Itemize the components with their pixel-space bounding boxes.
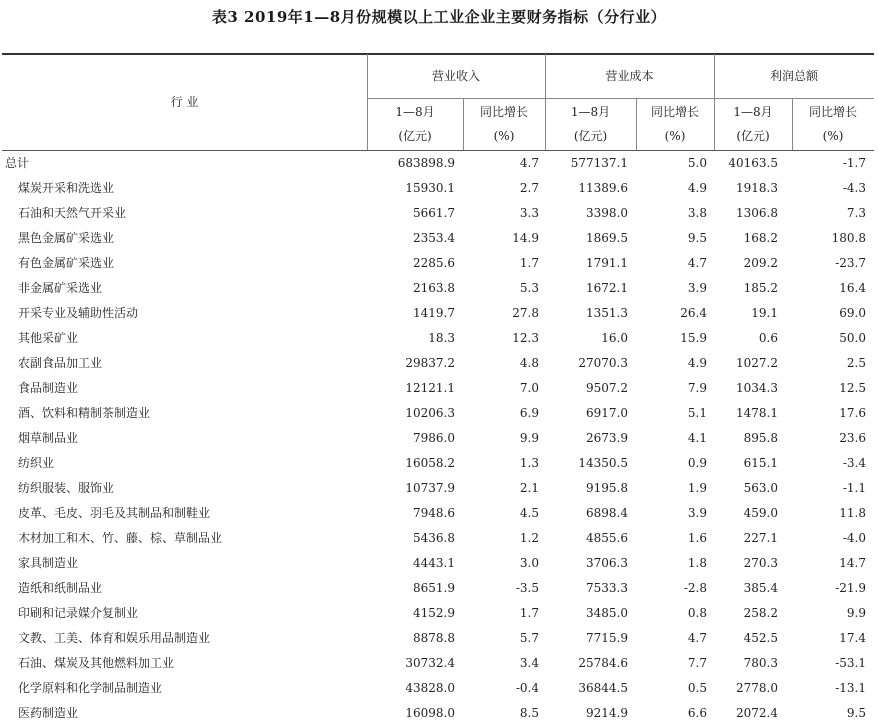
- cell-rev: 4152.9: [413, 606, 455, 620]
- cell-profit-g: 17.6: [839, 406, 866, 420]
- cell-cost-g: 5.1: [687, 406, 707, 420]
- cell-rev: 4443.1: [413, 556, 455, 570]
- table-row: [0, 226, 878, 251]
- table-row: [0, 376, 878, 401]
- cell-profit: 563.0: [743, 481, 778, 495]
- profit-growth-unit: (%): [822, 129, 844, 143]
- cell-rev-g: 9.9: [519, 431, 539, 445]
- table-row: [0, 601, 878, 626]
- table-row: [0, 476, 878, 501]
- cell-cost-g: 0.9: [687, 456, 707, 470]
- cell-cost: 1672.1: [586, 281, 628, 295]
- cell-rev: 29837.2: [405, 356, 455, 370]
- profit-unit: (亿元): [736, 129, 770, 143]
- cost-unit: (亿元): [573, 129, 608, 143]
- cell-rev-g: 3.3: [519, 206, 539, 220]
- industry-name: 煤炭开采和洗选业: [18, 181, 115, 195]
- table-row: [0, 626, 878, 651]
- cell-cost: 14350.5: [578, 456, 628, 470]
- cell-rev-g: 3.0: [519, 556, 539, 570]
- cell-cost: 27070.3: [578, 356, 628, 370]
- industry-name: 总计: [5, 156, 30, 170]
- cell-profit: 40163.5: [728, 156, 778, 170]
- cell-profit-g: 12.5: [839, 381, 866, 395]
- cell-rev: 18.3: [428, 331, 455, 345]
- cell-cost: 7533.3: [586, 581, 628, 595]
- cell-rev-g: 6.9: [519, 406, 539, 420]
- industry-header: 行 业: [170, 95, 199, 109]
- table-row: [0, 201, 878, 226]
- cell-cost-g: 3.9: [687, 506, 707, 520]
- cell-profit-g: 17.4: [839, 631, 866, 645]
- cell-rev: 2163.8: [413, 281, 455, 295]
- cell-profit-g: -4.3: [842, 181, 866, 195]
- cell-rev-g: 1.3: [519, 456, 539, 470]
- industry-name: 造纸和纸制品业: [18, 581, 103, 595]
- cell-cost-g: 4.1: [687, 431, 707, 445]
- table-row: [0, 351, 878, 376]
- cell-rev: 5661.7: [413, 206, 455, 220]
- cell-rev: 43828.0: [405, 681, 455, 695]
- industry-name: 医药制造业: [18, 706, 79, 720]
- cell-rev: 7986.0: [413, 431, 455, 445]
- cell-rev: 5436.8: [413, 531, 455, 545]
- revenue-growth-unit: (%): [493, 129, 515, 143]
- cell-cost-g: 0.8: [687, 606, 707, 620]
- industry-name: 石油、煤炭及其他燃料加工业: [18, 656, 175, 670]
- cell-rev-g: 14.9: [512, 231, 539, 245]
- cell-rev-g: 1.2: [519, 531, 539, 545]
- cell-profit: 258.2: [743, 606, 778, 620]
- cell-rev: 30732.4: [405, 656, 455, 670]
- cell-profit: 1034.3: [736, 381, 778, 395]
- cell-profit-g: 50.0: [839, 331, 866, 345]
- revenue-unit: (亿元): [398, 129, 432, 143]
- industry-name: 农副食品加工业: [18, 356, 103, 370]
- industry-name: 开采专业及辅助性活动: [18, 306, 139, 320]
- table-title: 表3 2019年1—8月份规模以上工业企业主要财务指标（分行业）: [211, 8, 667, 26]
- cell-rev-g: -0.4: [515, 681, 539, 695]
- cell-profit: 1918.3: [736, 181, 778, 195]
- cell-profit-g: 23.6: [839, 431, 866, 445]
- cell-cost: 9195.8: [586, 481, 628, 495]
- cell-cost-g: 15.9: [680, 331, 707, 345]
- cell-cost: 2673.9: [586, 431, 628, 445]
- table-row: [0, 276, 878, 301]
- industry-name: 食品制造业: [18, 381, 79, 395]
- industry-name: 皮革、毛皮、羽毛及其制品和制鞋业: [18, 506, 211, 520]
- cell-rev-g: 4.5: [519, 506, 539, 520]
- cell-profit: 270.3: [743, 556, 778, 570]
- cell-rev: 8651.9: [413, 581, 455, 595]
- cell-rev: 10206.3: [405, 406, 455, 420]
- table-row: [0, 301, 878, 326]
- table-row: [0, 526, 878, 551]
- header-midline: [367, 98, 874, 99]
- cost-growth: 同比增长: [650, 105, 699, 119]
- cell-rev-g: 27.8: [512, 306, 539, 320]
- cell-profit-g: 9.5: [846, 706, 866, 720]
- cell-profit-g: 9.9: [846, 606, 866, 620]
- cell-cost: 6898.4: [586, 506, 628, 520]
- cell-profit-g: -1.1: [842, 481, 866, 495]
- profit-header: 利润总额: [769, 69, 818, 83]
- cell-rev-g: 5.7: [519, 631, 539, 645]
- cell-profit-g: -3.4: [842, 456, 866, 470]
- cell-profit-g: -53.1: [835, 656, 866, 670]
- industry-name: 纺织服装、服饰业: [18, 481, 115, 495]
- table-row: [0, 151, 878, 176]
- cell-rev: 12121.1: [405, 381, 455, 395]
- industry-name: 家具制造业: [18, 556, 79, 570]
- cell-cost: 1351.3: [586, 306, 628, 320]
- table-row: [0, 401, 878, 426]
- cell-profit: 615.1: [743, 456, 778, 470]
- cell-profit: 459.0: [743, 506, 778, 520]
- cell-cost: 4855.6: [586, 531, 628, 545]
- cell-cost: 9214.9: [586, 706, 628, 720]
- cost-period: 1—8月: [570, 105, 611, 119]
- cell-rev-g: 7.0: [519, 381, 539, 395]
- cell-cost: 3485.0: [586, 606, 628, 620]
- cell-cost: 9507.2: [586, 381, 628, 395]
- table-row: [0, 551, 878, 576]
- cell-profit: 895.8: [743, 431, 778, 445]
- cell-cost-g: -2.8: [683, 581, 707, 595]
- cell-rev: 10737.9: [405, 481, 455, 495]
- cell-profit: 1027.2: [736, 356, 778, 370]
- cell-rev-g: 4.8: [519, 356, 539, 370]
- revenue-header: 营业收入: [431, 69, 480, 83]
- cell-cost-g: 26.4: [680, 306, 707, 320]
- cell-cost-g: 0.5: [687, 681, 707, 695]
- industry-name: 印刷和记录媒介复制业: [18, 606, 139, 620]
- cell-rev-g: 2.7: [519, 181, 539, 195]
- cell-cost-g: 1.8: [687, 556, 707, 570]
- cell-profit: 185.2: [743, 281, 778, 295]
- profit-growth: 同比增长: [808, 105, 857, 119]
- cell-profit: 209.2: [743, 256, 778, 270]
- cell-profit: 19.1: [751, 306, 778, 320]
- cell-cost: 6917.0: [586, 406, 628, 420]
- industry-name: 有色金属矿采选业: [18, 256, 115, 270]
- cell-rev: 15930.1: [405, 181, 455, 195]
- table-row: [0, 701, 878, 726]
- cell-rev-g: -3.5: [515, 581, 539, 595]
- cell-rev: 7948.6: [413, 506, 455, 520]
- industry-name: 黑色金属矿采选业: [18, 231, 115, 245]
- cell-cost: 36844.5: [578, 681, 628, 695]
- cell-profit: 780.3: [743, 656, 778, 670]
- cell-rev: 16058.2: [405, 456, 455, 470]
- cell-cost: 25784.6: [578, 656, 628, 670]
- cell-cost: 1869.5: [586, 231, 628, 245]
- table-row: [0, 251, 878, 276]
- revenue-growth: 同比增长: [479, 105, 528, 119]
- cell-profit-g: -23.7: [835, 256, 866, 270]
- cell-cost: 3398.0: [586, 206, 628, 220]
- industry-name: 烟草制品业: [18, 431, 79, 445]
- cell-profit-g: 69.0: [839, 306, 866, 320]
- cell-rev-g: 12.3: [512, 331, 539, 345]
- cell-profit-g: -1.7: [842, 156, 866, 170]
- cell-rev-g: 3.4: [519, 656, 539, 670]
- cell-cost-g: 7.7: [687, 656, 707, 670]
- table-row: [0, 176, 878, 201]
- cell-rev-g: 8.5: [519, 706, 539, 720]
- cell-profit-g: 2.5: [846, 356, 866, 370]
- cell-cost-g: 5.0: [687, 156, 707, 170]
- industry-name: 其他采矿业: [18, 331, 79, 345]
- cell-cost-g: 9.5: [687, 231, 707, 245]
- cell-profit: 385.4: [743, 581, 778, 595]
- cell-rev: 1419.7: [413, 306, 455, 320]
- cell-rev: 8878.8: [413, 631, 455, 645]
- cell-cost-g: 4.9: [687, 356, 707, 370]
- cell-cost-g: 7.9: [687, 381, 707, 395]
- cell-cost: 1791.1: [586, 256, 628, 270]
- industry-name: 纺织业: [18, 456, 55, 470]
- cell-rev-g: 2.1: [519, 481, 539, 495]
- table-row: [0, 426, 878, 451]
- cell-cost-g: 1.6: [687, 531, 707, 545]
- table-row: [0, 326, 878, 351]
- cell-profit: 168.2: [743, 231, 778, 245]
- cell-profit: 1306.8: [736, 206, 778, 220]
- cell-rev: 2353.4: [413, 231, 455, 245]
- cell-cost-g: 4.9: [687, 181, 707, 195]
- cell-cost-g: 4.7: [687, 631, 707, 645]
- industry-name: 石油和天然气开采业: [18, 206, 127, 220]
- cell-rev: 16098.0: [405, 706, 455, 720]
- table-row: [0, 501, 878, 526]
- cell-profit-g: -21.9: [835, 581, 866, 595]
- cell-profit-g: 7.3: [846, 206, 866, 220]
- revenue-period: 1—8月: [395, 105, 435, 119]
- cell-rev-g: 1.7: [519, 256, 539, 270]
- cost-growth-unit: (%): [664, 129, 686, 143]
- cell-profit: 1478.1: [736, 406, 778, 420]
- cell-cost-g: 3.9: [687, 281, 707, 295]
- table-row: [0, 676, 878, 701]
- cell-rev-g: 4.7: [519, 156, 539, 170]
- table-top-rule: [2, 53, 874, 55]
- cell-profit: 2778.0: [736, 681, 778, 695]
- cell-profit-g: 11.8: [839, 506, 866, 520]
- cell-cost: 11389.6: [578, 181, 628, 195]
- cell-profit: 227.1: [743, 531, 778, 545]
- industry-name: 木材加工和木、竹、藤、棕、草制品业: [18, 531, 223, 545]
- cell-profit-g: 14.7: [839, 556, 866, 570]
- cell-profit-g: -4.0: [842, 531, 866, 545]
- cell-profit-g: 180.8: [831, 231, 866, 245]
- cell-cost-g: 1.9: [687, 481, 707, 495]
- profit-period: 1—8月: [733, 105, 773, 119]
- cell-cost-g: 4.7: [687, 256, 707, 270]
- industry-name: 化学原料和化学制品制造业: [18, 681, 163, 695]
- cell-rev: 2285.6: [413, 256, 455, 270]
- cell-rev-g: 5.3: [519, 281, 539, 295]
- cell-rev: 683898.9: [397, 156, 455, 170]
- cell-profit-g: 16.4: [839, 281, 866, 295]
- cell-cost: 7715.9: [586, 631, 628, 645]
- cell-profit: 452.5: [743, 631, 778, 645]
- cost-header: 营业成本: [605, 69, 654, 83]
- industry-name: 酒、饮料和精制茶制造业: [18, 406, 151, 420]
- industry-name: 文教、工美、体育和娱乐用品制造业: [18, 631, 211, 645]
- cell-cost: 3706.3: [586, 556, 628, 570]
- industry-name: 非金属矿采选业: [18, 281, 103, 295]
- table-row: [0, 451, 878, 476]
- cell-profit-g: -13.1: [835, 681, 866, 695]
- cell-cost-g: 6.6: [687, 706, 707, 720]
- table-row: [0, 576, 878, 601]
- cell-cost-g: 3.8: [687, 206, 707, 220]
- cell-cost: 16.0: [601, 331, 628, 345]
- cell-rev-g: 1.7: [519, 606, 539, 620]
- cell-cost: 577137.1: [570, 156, 628, 170]
- cell-profit: 2072.4: [736, 706, 778, 720]
- cell-profit: 0.6: [758, 331, 778, 345]
- table-row: [0, 651, 878, 676]
